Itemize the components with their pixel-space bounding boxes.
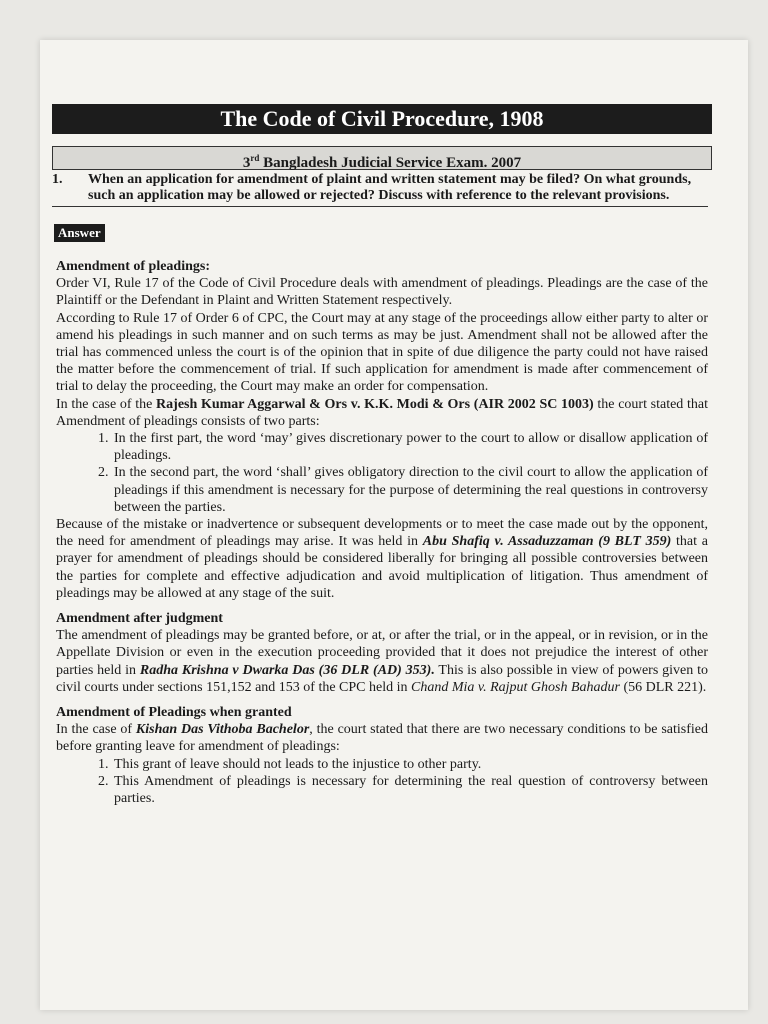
list-conditions [56,756,708,808]
question-number: 1. [52,172,63,187]
spacer [56,602,708,610]
case-citation: Rajesh Kumar Aggarwal & Ors v. K.K. Modi & Ors (AIR 2002 SC 1003) [156,396,594,412]
exam-ordinal: 3 [242,155,251,171]
list-two-parts [56,430,708,516]
page-title: The Code of Civil Procedure, 1908 [52,104,712,134]
section-heading-after-judgment: Amendment after judgment [56,611,223,627]
answer-body [56,258,708,807]
section-heading-when-granted: Amendment of Pleadings when granted [56,705,292,721]
case-citation: Abu Shafiq v. Assaduzzaman (9 BLT 359) [422,534,672,550]
paragraph [56,721,708,755]
list-item: 2. This Amendment of pleadings is necessary for determining the real question of controversy between parties. [112,773,708,807]
exam-ordinal-suffix: rd [250,153,260,163]
text-run: This is also possible in view of powers given to civil courts under sections 151,152 and 153 of the CPC held in [56,662,709,695]
exam-title: Bangladesh Judicial Service Exam. 2007 [259,155,522,171]
paragraph: According to Rule 17 of Order 6 of CPC, the Court may at any stage of the proceedings allow either party to alter or amend his pleadings in such manner and on such terms as may be just. Amendment shall not be allowed after the trial has commenced unless the court is of the opinion that in spite of due diligence the party could not have raised the matter before the commencement of trial. If such application for amendment is made after commencement of trial to delay the proceeding, the Court may make an order for compensation. [56,310,708,395]
question-text: When an application for amendment of plaint and written statement may be filed? On what grounds, such an application may be allowed or rejected? Discuss with reference to the relevant provisions. [88,172,692,203]
list-item: 1. In the first part, the word ‘may’ gives discretionary power to the court to allow or disallow application of pleadings. [112,430,708,464]
section-heading-amendment: Amendment of pleadings: [56,259,211,274]
list-item: 2. In the second part, the word ‘shall’ gives obligatory direction to the civil court to allow the application of pleadings if this amendment is necessary for the purpose of determining the real questions in controversy between the parties. [112,464,708,516]
text-run: , the court stated that there are two necessary conditions to be satisfied before granting leave for amendment of pleadings: [56,722,709,755]
exam-heading [52,146,712,170]
text-run: In the case of the [56,396,157,412]
case-citation: Chand Mia v. Rajput Ghosh Bahadur [411,679,620,695]
answer-label: Answer [54,224,105,242]
case-citation: Kishan Das Vithoba Bachelor [135,722,310,738]
text-run: the court stated that Amendment of pleadings consists of two parts: [56,396,708,429]
text-run: The amendment of pleadings may be granted before, or at, or after the trial, or in the appeal, or in revision, or in the Appellate Division or even in the execution proceeding provided that it does not prejudice the interest of other parties held in [56,628,708,678]
paragraph [56,396,708,430]
text-run: that a prayer for amendment of pleadings should be considered liberally for bringing all possible controversies between the parties for complete and effective adjudication and avoid multiplication of litigation. Thus amendment of pleadings may be allowed at any stage of the suit. [56,534,708,601]
paragraph: Order VI, Rule 17 of the Code of Civil Procedure deals with amendment of pleadings. Pleadings are the case of the Plaintiff or the Defendant in Plaint and Written Statement respectively. [56,276,708,309]
text-run: (56 DLR 221). [619,679,707,695]
spacer [56,696,708,704]
list-item: 1. This grant of leave should not leads to the injustice to other party. [112,756,708,773]
text-run: Because of the mistake or inadvertence or subsequent developments or to meet the case made out by the opponent, the need for amendment of pleadings may arise. It was held in [56,517,708,550]
case-citation: Radha Krishna v Dwarka Das (36 DLR (AD) 353). [139,662,435,678]
question [52,172,708,207]
paragraph [56,627,708,696]
paragraph [56,516,708,602]
text-run: In the case of [56,722,136,738]
